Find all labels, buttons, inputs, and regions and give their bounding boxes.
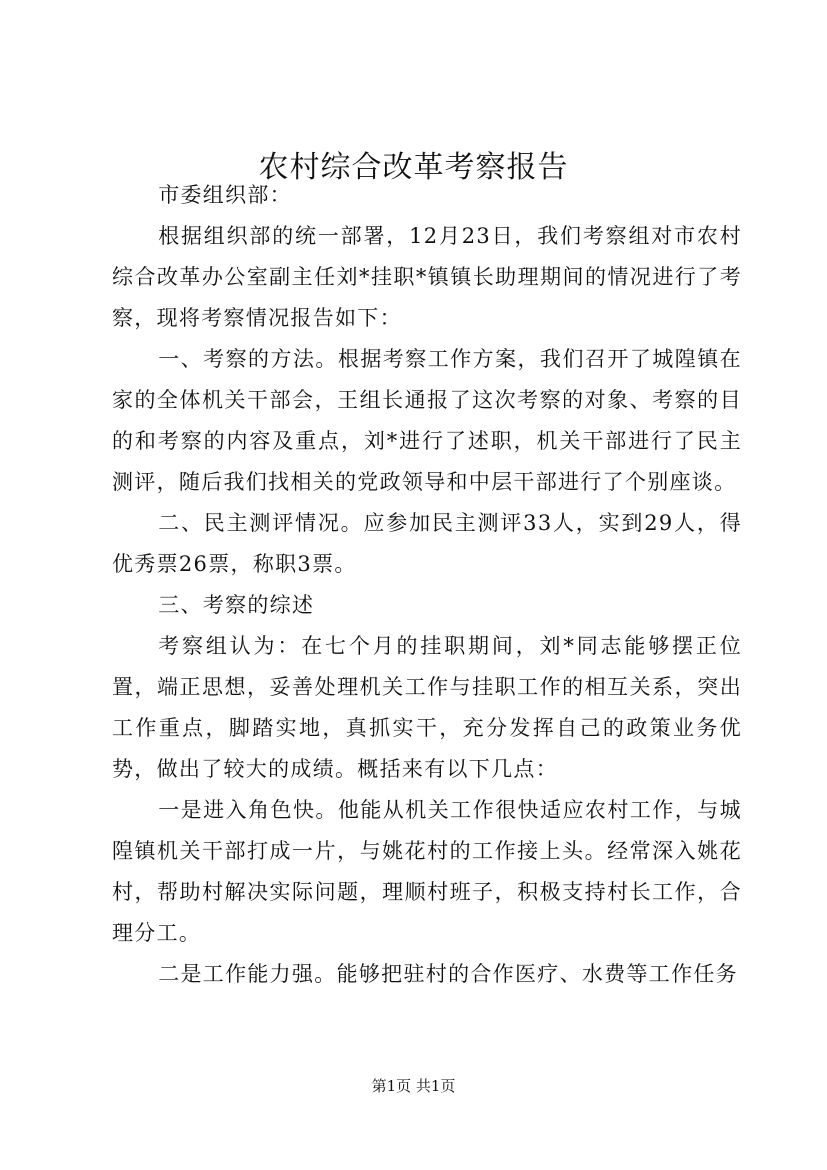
section-heading: 三、考察的综述 [158,593,315,617]
salutation: 市委组织部： [158,183,292,207]
document-title: 农村综合改革考察报告 [258,150,569,185]
paragraph: 一是进入角色快。他能从机关工作很快适应农村工作，与城隍镇机关干部打成一片，与姚花村的工作接上头。经常深入姚花村，帮助村解决实际问题，理顺村班子，积极支持村长工作，合理分工。 [112,798,742,945]
paragraph: 考察组认为：在七个月的挂职期间，刘*同志能够摆正位置，端正思想，妥善处理机关工作与挂职工作的相互关系，突出工作重点，脚踏实地，真抓实干，充分发挥自己的政策业务优势，做出了较大的成绩。概括来有以下几点： [112,634,742,781]
paragraph: 二是工作能力强。能够把驻村的合作医疗、水费等工作任务 [158,962,738,986]
page-footer: 第1页 共1页 [371,1077,456,1095]
paragraph: 一、考察的方法。根据考察工作方案，我们召开了城隍镇在家的全体机关干部会，王组长通报了这次考察的对象、考察的目的和考察的内容及重点，刘*进行了述职，机关干部进行了民主测评，随后我们找相关的党政领导和中层干部进行了个别座谈。 [112,347,742,494]
paragraph: 二、民主测评情况。应参加民主测评33人，实到29人，得优秀票26票，称职3票。 [112,511,742,576]
document-body [112,175,742,995]
paragraph: 根据组织部的统一部署，12月23日，我们考察组对市农村综合改革办公室副主任刘*挂职*镇镇长助理期间的情况进行了考察，现将考察情况报告如下： [112,224,742,330]
